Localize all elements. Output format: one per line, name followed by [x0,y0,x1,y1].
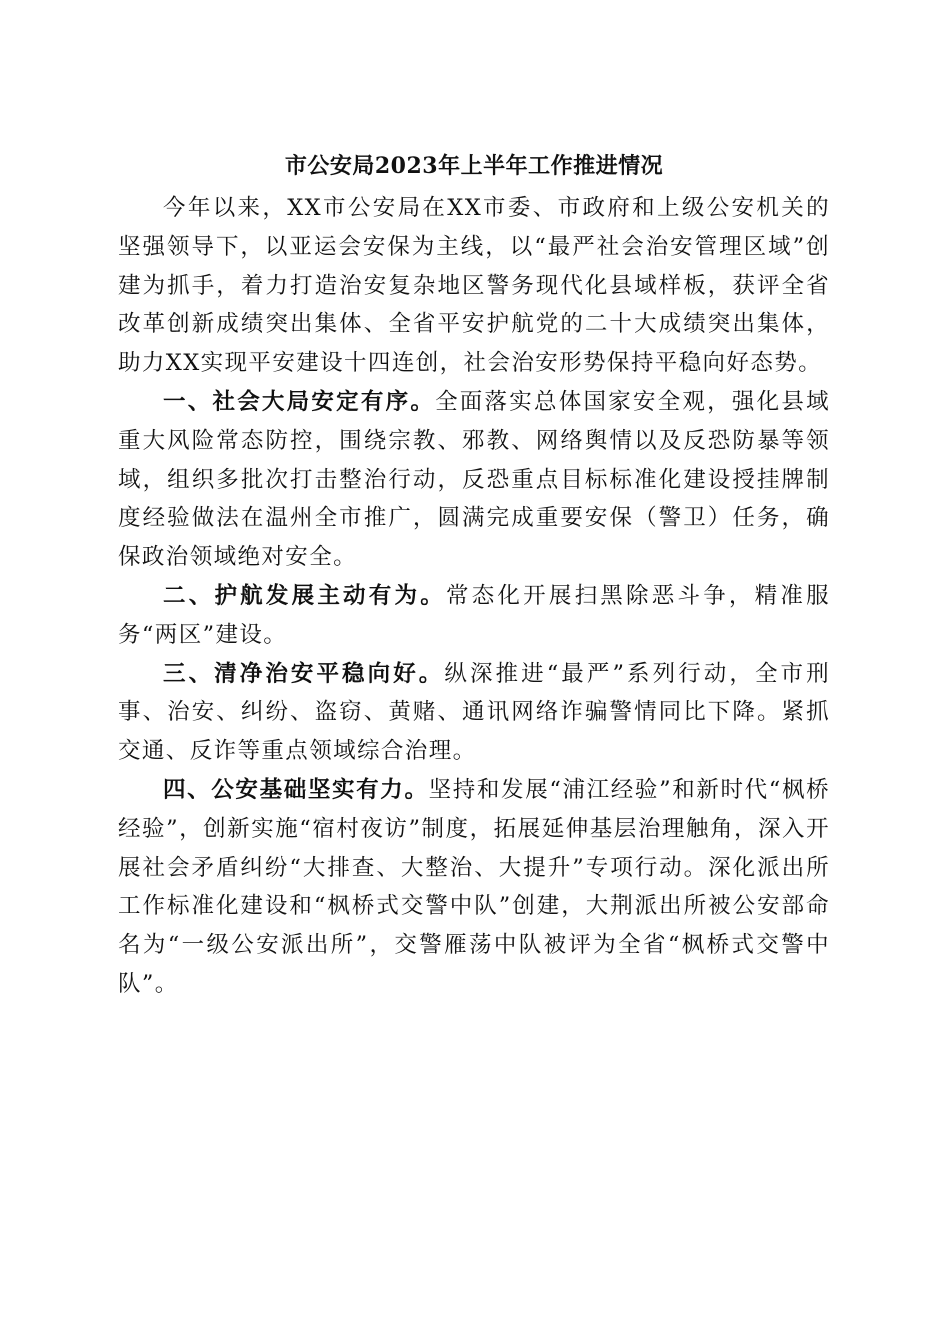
document-title: 市公安局2023年上半年工作推进情况 [284,153,664,179]
section-paragraph-2 [118,577,830,655]
section-heading-4: 四、公安基础坚实有力。 [163,776,429,803]
section-paragraph-3 [118,655,830,771]
section-body-2: 常态化开展扫黑除恶斗争，精准服务“两区”建设。 [118,582,830,648]
section-paragraph-4 [118,771,830,1004]
section-heading-3: 三、清净治安平稳向好。 [163,660,445,687]
document-body [118,145,830,1004]
section-body-3: 纵深推进“最严”系列行动，全市刑事、治安、纠纷、盗窃、黄赌、通讯网络诈骗警情同比下降。紧抓交通、反诈等重点领域综合治理。 [118,660,831,765]
section-body-4: 坚持和发展“浦江经验”和新时代“枫桥经验”，创新实施“宿村夜访”制度，拓展延伸基层治理触角，深入开展社会矛盾纠纷“大排查、大整治、大提升”专项行动。深化派出所工作标准化建设和“枫桥式交警中队”创建，大荆派出所被公安部命名为“一级公安派出所”，交警雁荡中队被评为全省“枫桥式交警中队”。 [118,776,830,997]
section-body-1: 全面落实总体国家安全观，强化县域重大风险常态防控，围绕宗教、邪教、网络舆情以及反恐防暴等领域，组织多批次打击整治行动，反恐重点目标标准化建设授挂牌制度经验做法在温州全市推广，圆满完成重要安保（警卫）任务，确保政治领域绝对安全。 [118,388,830,571]
section-heading-2: 二、护航发展主动有为。 [163,582,446,609]
intro-paragraph: 今年以来，XX市公安局在XX市委、市政府和上级公安机关的坚强领导下，以亚运会安保为主线，以“最严社会治安管理区域”创建为抓手，着力打造治安复杂地区警务现代化县域样板，获评全省改革创新成绩突出集体、全省平安护航党的二十大成绩突出集体，助力XX实现平安建设十四连创，社会治安形势保持平稳向好态势。 [118,195,830,377]
section-paragraph-1 [118,383,830,577]
section-heading-1: 一、社会大局安定有序。 [163,388,436,415]
